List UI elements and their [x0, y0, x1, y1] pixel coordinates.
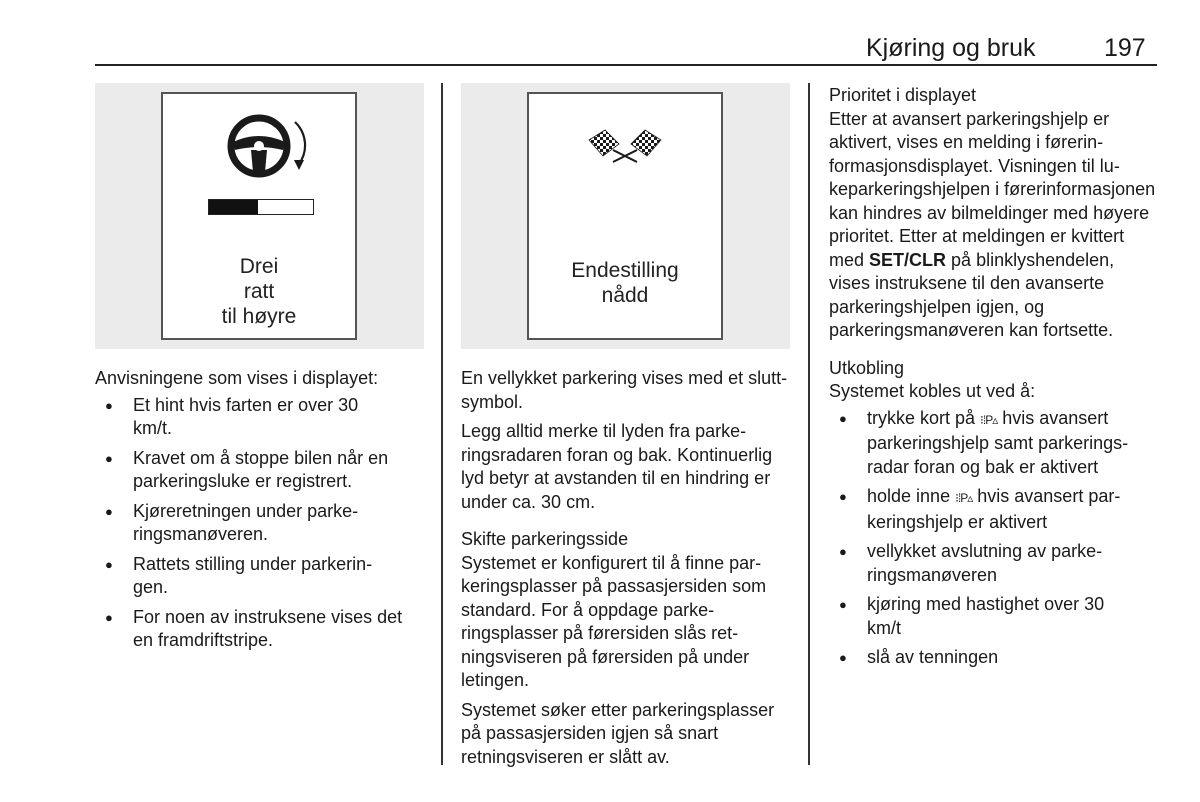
parking-button-icon: ⁝⁞P▵	[980, 412, 998, 427]
text-span: på blinklyshendelen, vises instruksene til den avanserte parkeringshjelpen igjen, og parkeringsmanøveren kan fortsette.	[829, 249, 1115, 340]
parking-button-icon: ⁝⁞P▵	[955, 491, 973, 505]
intro-text: Systemet kobles ut ved å:	[829, 381, 1036, 401]
section-heading: Utkobling	[829, 357, 905, 378]
section-heading: Prioritet i displayet	[829, 85, 977, 105]
steering-wheel-icon	[225, 112, 325, 182]
progress-fill	[209, 200, 258, 214]
text-span: Etter at avansert parkeringshjelp er aktivert, vises en melding i førerinformasjonsdisplayet. Visningen til lukeparkeringshjelpen i førerinformasjonen kan hindres av bilmeldinger med høyere prioritet. Etter at meldingen er kvittert med	[829, 108, 1156, 270]
intro-text: Anvisningene som vises i displayet:	[95, 368, 379, 388]
header-rule	[95, 64, 1157, 66]
text-span: hvis avansert parkeringshjelp samt parkeringsradar foran og bak er aktivert	[867, 407, 1129, 477]
paragraph: En vellykket parkering vises med et slutt-symbol.	[461, 368, 788, 412]
page-header-title: Kjøring og bruk	[866, 34, 1036, 62]
list-item: ● slå av tenningen	[829, 646, 1157, 670]
list-item: ● Rattets stilling under parkeringen.	[95, 553, 425, 600]
list-item: ● Et hint hvis farten er over 30 km/t.	[95, 394, 425, 441]
paragraph: Legg alltid merke til lyden fra parkeringsradaren foran og bak. Kontinuerlig lyd betyr at avstanden til en hindring er under ca. 30 cm.	[461, 421, 773, 512]
column-3	[829, 84, 1157, 676]
column-divider-2	[808, 83, 810, 765]
checkered-flags-icon	[585, 128, 665, 164]
display-instructions-list	[95, 394, 425, 653]
column-1	[95, 367, 425, 659]
progress-bar	[208, 199, 314, 215]
figure-end-position	[461, 83, 790, 349]
list-item: ● kjøring med hastighet over 30 km/t	[829, 593, 1157, 640]
paragraph: Systemet søker etter parkeringsplasser på passasjersiden igjen så snart retningsviseren er slått av.	[461, 699, 775, 767]
page-number: 197	[1104, 34, 1146, 62]
paragraph: Systemet er konfigurert til å finne parkeringsplasser på passasjersiden som standard. For å oppdage parkeringsplasser på førersiden slås retningsviseren på førersiden på under letingen.	[461, 552, 767, 690]
column-2	[461, 367, 791, 775]
column-divider-1	[441, 83, 443, 765]
list-item: ● For noen av instruksene vises det en framdriftstripe.	[95, 606, 425, 653]
figure-steer-right	[95, 83, 424, 349]
display-line-2: nådd	[601, 284, 649, 307]
text-span: trykke kort på	[867, 407, 981, 428]
display-screen	[527, 92, 723, 340]
list-item	[829, 485, 1157, 534]
list-item: ● Kjøreretningen under parkeringsmanøveren.	[95, 500, 425, 547]
text-span: holde inne	[867, 486, 956, 506]
paragraph	[829, 108, 1157, 343]
display-line-1: Endestilling	[571, 259, 679, 282]
display-line-3: til høyre	[221, 305, 297, 328]
deactivation-list	[829, 407, 1157, 670]
list-item	[829, 407, 1157, 480]
display-screen	[161, 92, 357, 340]
button-name: SET/CLR	[869, 249, 947, 270]
list-item: ● Kravet om å stoppe bilen når en parkeringsluke er registrert.	[95, 447, 425, 494]
display-line-2: ratt	[243, 280, 275, 303]
display-line-1: Drei	[239, 255, 279, 278]
section-heading: Skifte parkeringsside	[461, 529, 629, 549]
text-span: hvis avansert parkeringshjelp er aktivert	[867, 486, 1121, 532]
list-item: ● vellykket avslutning av parkeringsmanøveren	[829, 540, 1157, 587]
